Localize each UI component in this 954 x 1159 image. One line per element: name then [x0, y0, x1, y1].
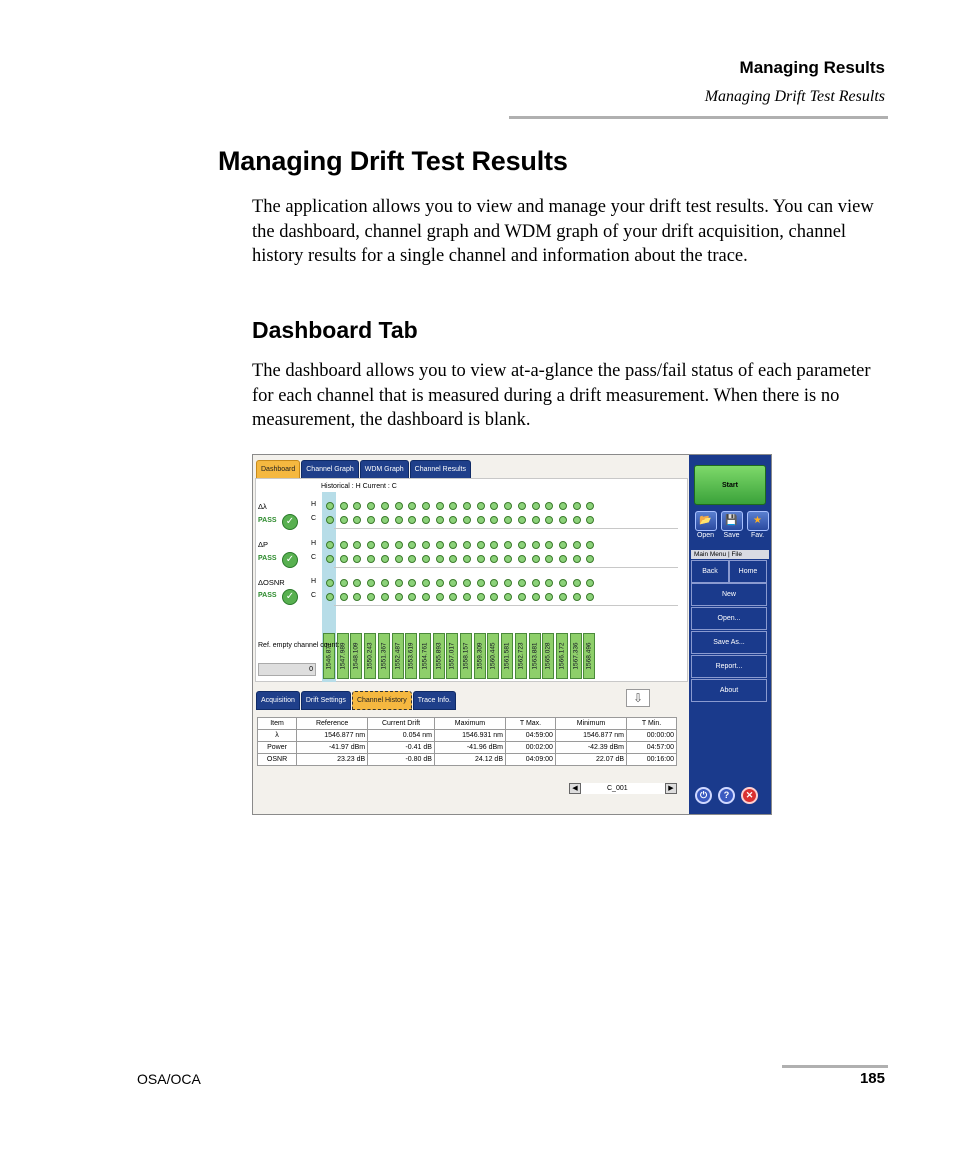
channel-status-dot: [436, 579, 444, 587]
channel-status-dot: [340, 555, 348, 563]
channel-status-dot: [477, 579, 485, 587]
wavelength-label: 1561.581: [503, 642, 511, 670]
wavelength-bar[interactable]: [323, 633, 335, 679]
channel-status-dot: [408, 555, 416, 563]
channel-status-dot: [395, 541, 403, 549]
channel-status-dot: [532, 555, 540, 563]
intro-paragraph: The application allows you to view and manage your drift test results. You can view the dashboard, channel graph and WDM graph of your drift acquisition, channel history results for a single channel and information about the trace.: [252, 197, 874, 266]
channel-status-dot: [463, 541, 471, 549]
wavelength-bar[interactable]: [529, 633, 541, 679]
channel-status-dot: [353, 579, 361, 587]
channel-status-dot: [422, 555, 430, 563]
tab-trace-info[interactable]: Trace Info.: [413, 691, 456, 710]
channel-status-dot: [422, 579, 430, 587]
channel-status-dot: [532, 516, 540, 524]
channel-status-dot: [353, 516, 361, 524]
ref-empty-count-field: 0: [258, 663, 316, 676]
channel-status-dot: [545, 502, 553, 510]
table-cell: -0.41 dB: [368, 742, 435, 754]
channel-status-dot: [559, 502, 567, 510]
table-cell: OSNR: [258, 754, 297, 766]
param-label-power: ΔP: [258, 540, 269, 549]
channel-status-dot: [504, 593, 512, 601]
table-cell: 23.23 dB: [297, 754, 368, 766]
wavelength-label: 1555.893: [435, 642, 443, 670]
channel-status-dot: [504, 555, 512, 563]
channel-status-dot: [381, 555, 389, 563]
pass-label-osnr: PASS: [258, 592, 277, 599]
channel-status-dot: [326, 516, 334, 524]
column-header: Item: [258, 718, 297, 730]
channel-status-dot: [395, 516, 403, 524]
dashboard-paragraph: The dashboard allows you to view at-a-glance the pass/fail status of each parameter for each channel that is measured during a drift measurement. When there is no measurement, the dashboard is blank.: [252, 361, 871, 430]
wavelength-label: 1563.881: [531, 642, 538, 670]
dashboard-screenshot: [252, 454, 772, 815]
table-cell: -42.39 dBm: [555, 742, 626, 754]
channel-status-dot: [490, 593, 498, 601]
star-icon: ★: [747, 511, 769, 531]
header-rule: [509, 116, 888, 119]
channel-status-dot: [518, 541, 526, 549]
top-tabs: [256, 460, 472, 479]
power-icon[interactable]: ⏻: [695, 787, 712, 804]
wavelength-bar[interactable]: [570, 633, 582, 679]
quick-buttons: [693, 511, 771, 539]
channel-status-dot: [340, 502, 348, 510]
channel-status-dot: [532, 593, 540, 601]
column-header: T Min.: [627, 718, 677, 730]
channel-status-dot: [449, 516, 457, 524]
wavelength-bar[interactable]: [337, 633, 349, 679]
page-title: Managing Drift Test Results: [218, 146, 568, 176]
tab-drift-settings[interactable]: Drift Settings: [301, 691, 351, 710]
back-home-row: [691, 560, 767, 583]
table-row: [258, 754, 677, 766]
wavelength-label: 1566.172: [558, 642, 566, 670]
wavelength-label: 1548.109: [352, 642, 360, 670]
home-button[interactable]: Home: [729, 560, 767, 583]
tab-dashboard[interactable]: Dashboard: [256, 460, 300, 479]
channel-status-dot: [559, 593, 567, 601]
table-cell: 00:00:00: [627, 730, 677, 742]
row-separator: [334, 528, 678, 529]
channel-status-dot: [532, 579, 540, 587]
wavelength-bar[interactable]: [474, 633, 486, 679]
wavelength-label: 1562.723: [517, 642, 525, 670]
channel-status-dot: [518, 502, 526, 510]
channel-status-dot: [518, 516, 526, 524]
channel-status-dot: [545, 516, 553, 524]
channel-status-dot: [353, 593, 361, 601]
page-number: 185: [859, 1070, 885, 1087]
channel-status-dot: [408, 579, 416, 587]
channel-status-dot: [463, 516, 471, 524]
channel-navigator: [569, 783, 677, 794]
channel-status-dot: [367, 516, 375, 524]
column-header: Minimum: [555, 718, 626, 730]
arrow-down-icon[interactable]: ⇩: [626, 689, 650, 707]
channel-name: C_001: [581, 783, 665, 794]
channel-status-dot: [381, 541, 389, 549]
channel-status-dot: [395, 593, 403, 601]
channel-status-dot: [573, 579, 581, 587]
pass-label-power: PASS: [258, 555, 277, 562]
column-header: Reference: [297, 718, 368, 730]
channel-status-dot: [504, 579, 512, 587]
channel-status-dot: [586, 555, 594, 563]
table-cell: 1546.931 nm: [434, 730, 505, 742]
dashboard-panel: [255, 478, 688, 682]
channel-status-dot: [545, 593, 553, 601]
channel-status-dot: [449, 555, 457, 563]
table-header-row: [258, 718, 677, 730]
channel-status-dot: [408, 541, 416, 549]
wavelength-label: 1567.336: [572, 642, 580, 670]
wavelength-bar[interactable]: [487, 633, 499, 679]
wavelength-label: 1568.496: [585, 642, 593, 670]
wavelength-label: 1546.877: [325, 642, 333, 670]
channel-status-dot: [353, 541, 361, 549]
channel-status-dot: [504, 516, 512, 524]
channel-status-dot: [326, 593, 334, 601]
favorites-button[interactable]: [745, 511, 770, 539]
channel-status-dot: [518, 593, 526, 601]
wavelength-label: 1557.017: [448, 642, 456, 670]
footer-rule: [782, 1065, 888, 1068]
wavelength-bar[interactable]: [392, 633, 404, 679]
row-label-c: C: [311, 554, 317, 561]
folder-icon: 📂: [695, 511, 717, 531]
channel-status-dot: [477, 541, 485, 549]
channel-status-dot: [477, 555, 485, 563]
channel-status-dot: [532, 541, 540, 549]
channel-status-dot: [381, 579, 389, 587]
channel-status-dot: [532, 502, 540, 510]
tab-channel-history[interactable]: Channel History: [352, 691, 412, 710]
wavelength-bar[interactable]: [501, 633, 513, 679]
channel-status-dot: [518, 579, 526, 587]
row-label-c: C: [311, 592, 317, 599]
column-header: T Max.: [506, 718, 556, 730]
channel-status-dot: [367, 502, 375, 510]
channel-status-dot: [436, 516, 444, 524]
channel-status-dot: [449, 579, 457, 587]
channel-status-dot: [477, 593, 485, 601]
channel-status-dot: [340, 541, 348, 549]
channel-status-dot: [586, 541, 594, 549]
channel-status-dot: [340, 593, 348, 601]
channel-status-dot: [490, 516, 498, 524]
channel-status-dot: [573, 516, 581, 524]
wavelength-bar[interactable]: [556, 633, 568, 679]
channel-status-dot: [408, 516, 416, 524]
row-label-h: H: [311, 578, 317, 585]
next-channel-button[interactable]: ▶: [665, 783, 677, 794]
check-icon: ✓: [282, 589, 298, 605]
channel-status-dot: [381, 593, 389, 601]
table-cell: 22.07 dB: [555, 754, 626, 766]
channel-status-dot: [504, 502, 512, 510]
channel-status-dot: [559, 555, 567, 563]
menu-item-about[interactable]: About: [691, 679, 767, 702]
menu-item-new[interactable]: New: [691, 583, 767, 606]
wavelength-bar[interactable]: [460, 633, 472, 679]
channel-status-dot: [326, 502, 334, 510]
channel-status-dot: [367, 555, 375, 563]
check-icon: ✓: [282, 514, 298, 530]
wavelength-bar[interactable]: [419, 633, 431, 679]
tab-acquisition[interactable]: Acquisition: [256, 691, 300, 710]
channel-status-dot: [573, 593, 581, 601]
channel-status-dot: [586, 502, 594, 510]
wavelength-label: 1554.761: [421, 642, 429, 670]
channel-status-dot: [477, 516, 485, 524]
wavelength-label: 1560.445: [489, 642, 497, 670]
channel-status-dot: [573, 555, 581, 563]
channel-status-dot: [463, 579, 471, 587]
open-label: Open: [696, 532, 715, 539]
channel-status-dot: [545, 555, 553, 563]
main-area: [253, 455, 689, 814]
channel-status-dot: [381, 502, 389, 510]
table-cell: 1546.877 nm: [297, 730, 368, 742]
channel-status-dot: [490, 502, 498, 510]
wavelength-bar[interactable]: [446, 633, 458, 679]
check-icon: ✓: [282, 552, 298, 568]
section-heading: Dashboard Tab: [252, 317, 418, 343]
header-chapter: Managing Results: [739, 58, 885, 77]
table-cell: 04:09:00: [506, 754, 556, 766]
channel-status-dot: [436, 502, 444, 510]
table-cell: 24.12 dB: [434, 754, 505, 766]
table-cell: -41.96 dBm: [434, 742, 505, 754]
channel-status-dot: [395, 579, 403, 587]
wavelength-bar[interactable]: [433, 633, 445, 679]
wavelength-bar[interactable]: [515, 633, 527, 679]
table-cell: 1546.877 nm: [555, 730, 626, 742]
channel-status-dot: [326, 579, 334, 587]
channel-status-dot: [436, 541, 444, 549]
row-label-c: C: [311, 515, 317, 522]
menu-item-report[interactable]: Report...: [691, 655, 767, 678]
wavelength-bar[interactable]: [350, 633, 362, 679]
channel-status-dot: [422, 541, 430, 549]
channel-status-dot: [381, 516, 389, 524]
channel-status-dot: [545, 541, 553, 549]
channel-status-dot: [353, 502, 361, 510]
column-header: Current Drift: [368, 718, 435, 730]
menu-item-open[interactable]: Open...: [691, 607, 767, 630]
table-cell: -41.97 dBm: [297, 742, 368, 754]
channel-status-dot: [573, 502, 581, 510]
channel-status-dot: [340, 516, 348, 524]
wavelength-bar[interactable]: [378, 633, 390, 679]
wavelength-label: 1552.487: [394, 642, 401, 670]
tab-channel-graph[interactable]: Channel Graph: [301, 460, 358, 479]
channel-status-dot: [326, 541, 334, 549]
floppy-icon: 💾: [721, 511, 743, 531]
menu-item-save-as[interactable]: Save As...: [691, 631, 767, 654]
channel-status-dot: [545, 579, 553, 587]
help-icon[interactable]: ?: [718, 787, 735, 804]
channel-status-dot: [559, 516, 567, 524]
favorites-label: Fav.: [750, 532, 765, 539]
historical-current-legend: Historical : H Current : C: [321, 483, 397, 490]
channel-status-dot: [340, 579, 348, 587]
previous-channel-button[interactable]: ◀: [569, 783, 581, 794]
wavelength-bar[interactable]: [364, 633, 376, 679]
close-icon[interactable]: ✕: [741, 787, 758, 804]
channel-status-dot: [395, 555, 403, 563]
channel-status-dot: [436, 593, 444, 601]
wavelength-bar[interactable]: [405, 633, 417, 679]
param-label-osnr: ΔOSNR: [258, 578, 285, 587]
channel-status-dot: [449, 593, 457, 601]
channel-status-dot: [504, 541, 512, 549]
open-button[interactable]: [693, 511, 718, 539]
channel-status-dot: [586, 593, 594, 601]
sidebar: [689, 455, 771, 814]
menu-breadcrumb: Main Menu | File: [691, 550, 769, 559]
channel-status-dot: [449, 502, 457, 510]
channel-status-dot: [490, 541, 498, 549]
tab-channel-results[interactable]: Channel Results: [410, 460, 471, 479]
channel-status-dot: [586, 579, 594, 587]
table-cell: 0.054 nm: [368, 730, 435, 742]
table-cell: -0.80 dB: [368, 754, 435, 766]
channel-status-dot: [436, 555, 444, 563]
channel-status-dot: [326, 555, 334, 563]
channel-status-dot: [408, 502, 416, 510]
channel-status-dot: [422, 502, 430, 510]
channel-status-dot: [463, 502, 471, 510]
channel-status-dot: [353, 555, 361, 563]
back-button[interactable]: Back: [691, 560, 729, 583]
channel-status-dot: [586, 516, 594, 524]
channel-status-dot: [449, 541, 457, 549]
table-cell: 00:02:00: [506, 742, 556, 754]
column-header: Maximum: [434, 718, 505, 730]
channel-status-dot: [477, 502, 485, 510]
channel-status-dot: [559, 579, 567, 587]
channel-status-dot: [422, 593, 430, 601]
wavelength-label: 1558.157: [462, 642, 470, 670]
table-cell: 00:16:00: [627, 754, 677, 766]
channel-status-dot: [559, 541, 567, 549]
channel-status-dot: [408, 593, 416, 601]
row-label-h: H: [311, 501, 317, 508]
row-separator: [334, 567, 678, 568]
wavelength-label: 1551.367: [380, 642, 388, 670]
table-row: [258, 730, 677, 742]
channel-status-dot: [395, 502, 403, 510]
wavelength-bar[interactable]: [583, 633, 595, 679]
table-cell: 04:59:00: [506, 730, 556, 742]
save-button[interactable]: [719, 511, 744, 539]
row-separator: [334, 605, 678, 606]
save-label: Save: [723, 532, 740, 539]
wavelength-label: 1550.243: [366, 642, 374, 670]
wavelength-label: 1559.309: [476, 642, 484, 670]
system-buttons: [695, 787, 764, 804]
channel-status-dot: [422, 516, 430, 524]
channel-history-table: [257, 717, 677, 766]
tab-wdm-graph[interactable]: WDM Graph: [360, 460, 409, 479]
table-cell: Power: [258, 742, 297, 754]
channel-status-dot: [367, 541, 375, 549]
header-section: Managing Drift Test Results: [704, 88, 885, 105]
channel-status-dot: [463, 593, 471, 601]
ref-empty-label: Ref. empty channel count:: [258, 642, 340, 649]
table-cell: 04:57:00: [627, 742, 677, 754]
bottom-tabs: [256, 691, 457, 710]
wavelength-bar[interactable]: [542, 633, 554, 679]
footer-product: OSA/OCA: [137, 1071, 201, 1087]
wavelength-label: 1553.619: [407, 642, 415, 670]
start-button[interactable]: Start: [694, 465, 766, 505]
wavelength-label: 1547.989: [339, 642, 347, 670]
channel-status-dot: [367, 579, 375, 587]
pass-label-wavelength: PASS: [258, 517, 277, 524]
channel-status-dot: [367, 593, 375, 601]
wavelength-label: 1565.028: [544, 642, 552, 670]
channel-status-dot: [518, 555, 526, 563]
channel-status-dot: [463, 555, 471, 563]
table-row: [258, 742, 677, 754]
table-cell: λ: [258, 730, 297, 742]
channel-status-dot: [490, 579, 498, 587]
row-label-h: H: [311, 540, 317, 547]
param-label-wavelength: Δλ: [258, 502, 267, 511]
channel-status-dot: [490, 555, 498, 563]
channel-status-dot: [573, 541, 581, 549]
